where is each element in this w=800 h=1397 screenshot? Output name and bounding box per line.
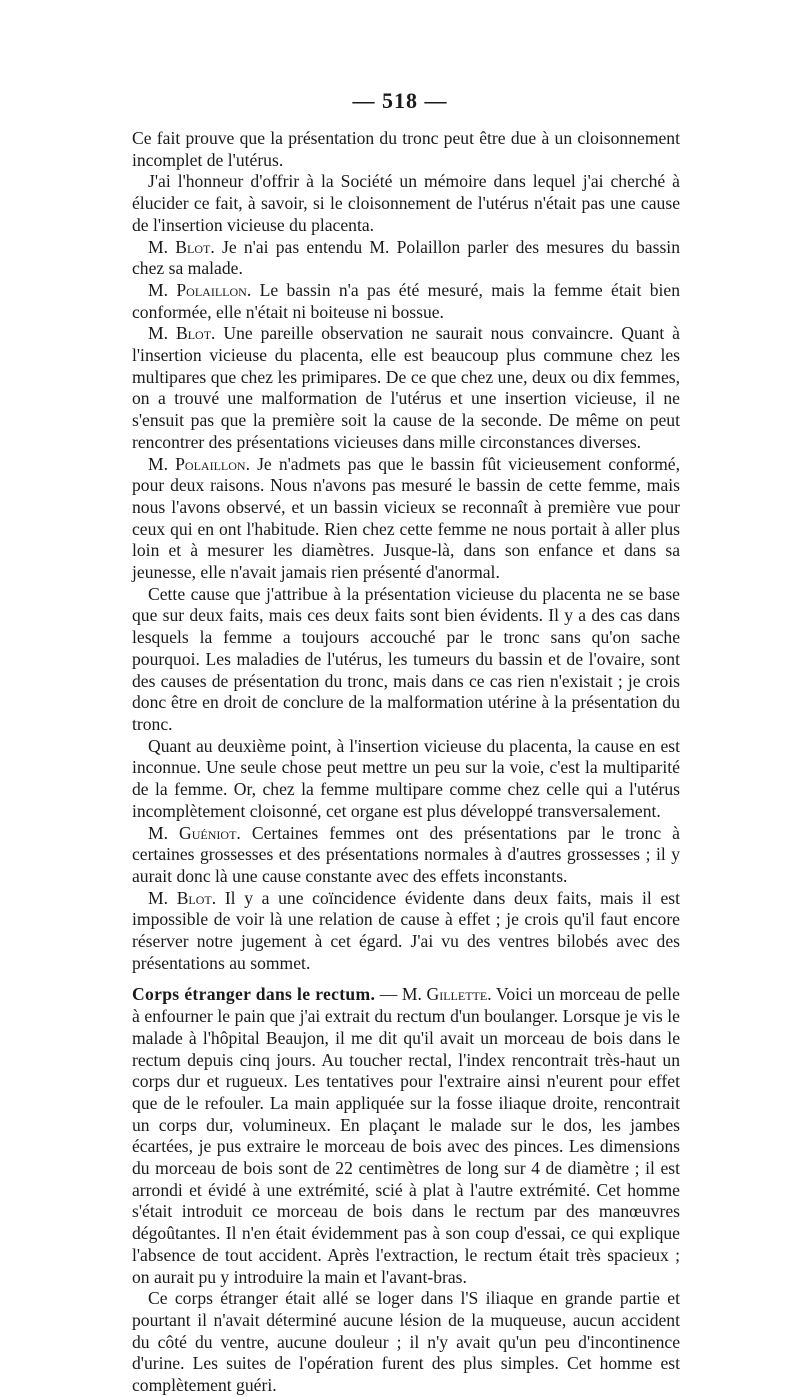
speech-text: Voici un morceau de pelle à enfourner le pain que j'ai extrait du rectum d'un boulanger. Lorsque je vis le malade à l'hôpital Beaujon, il me dit qu'il avait un morceau de bois dans le rectum depuis cinq jours. Au toucher rectal, l'index rencontrait très-haut un corps dur et rugueux. Les tentatives pour l'extraire ainsi n'eurent pour effet que de le refouler. La main appliquée sur la fosse iliaque droite, rencontrait un corps dur, volumineux. En plaçant le malade sur le dos, les jambes écartées, je pus extraire le morceau de bois avec des pinces. Les dimensions du morceau de bois sont de 22 centimètres de long sur 4 de diamètre ; il est arrondi et évidé à une extrémité, scié à plat à l'autre extrémité. Cet homme s'était introduit ce morceau de bois dans le rectum par des manœuvres dégoûtantes. Il n'en était évidemment pas à son coup d'essai, ce qui explique l'absence de tout accident. Après l'extraction, le rectum était très spacieux ; on aurait pu y introduire la main et l'avant-bras.: [132, 984, 680, 1287]
speech: [132, 888, 680, 975]
speaker-name: M. Blot.: [148, 887, 217, 908]
speech-text: Certaines femmes ont des présentations par le tronc à certaines grossesses et des présentations normales à d'autres grossesses ; il y aurait donc là une cause constante avec des effets inconstants.: [132, 822, 680, 886]
speaker-name: M. Polaillon.: [148, 453, 250, 474]
body-text: [132, 128, 680, 1397]
speech-text: Une pareille observation ne saurait nous convaincre. Quant à l'insertion vicieuse du placenta, elle est beaucoup plus commune chez les multipares que chez les primipares. De ce que chez une, deux ou dix femmes, on a trouvé une malformation de l'utérus et une insertion vicieuse, il ne s'ensuit pas que la première soit la cause de la seconde. De même on peut rencontrer des présentations vicieuses dans mille circonstances diverses.: [132, 323, 680, 452]
speaker-name: M. Blot.: [148, 323, 216, 344]
speech: [132, 454, 680, 584]
section-dash: —: [375, 984, 402, 1005]
speaker-name: M. Gillette.: [401, 984, 492, 1005]
speech-text: Je n'ai pas entendu M. Polaillon parler des mesures du bassin chez sa malade.: [132, 236, 680, 279]
paragraph: Quant au deuxième point, à l'insertion vicieuse du placenta, la cause en est inconnue. Une seule chose peut mettre un peu sur la voie, c'est la multiparité de la femme. Or, chez la femme multipare comme chez celle qui a l'utérus incomplètement cloisonné, cet organe est plus développé transversalement.: [132, 735, 680, 821]
speech: [132, 237, 680, 280]
speaker-name: M. Polaillon.: [148, 279, 252, 300]
section-gap: [132, 974, 680, 984]
speech-text: Le bassin n'a pas été mesuré, mais la femme était bien conformée, elle n'était ni boiteuse ni bossue.: [132, 279, 680, 322]
speech-text: Je n'admets pas que le bassin fût vicieusement conformé, pour deux raisons. Nous n'avons pas mesuré le bassin de cette femme, mais nous l'avons observé, et un bassin vicieux se reconnaît à première vue pour ceux qui en ont l'habitude. Rien chez cette femme ne nous portait à aller plus loin et à mesurer les diamètres. Jusque-là, dans son enfance et dans sa jeunesse, elle n'avait jamais rien présenté d'anormal.: [132, 453, 680, 583]
page-number: — 518 —: [352, 88, 448, 113]
speech: [132, 823, 680, 888]
paragraph: Ce corps étranger était allé se loger dans l'S iliaque en grande partie et pourtant il n'avait déterminé aucune lésion de la muqueuse, aucun accident du côté du ventre, aucune douleur ; il n'y avait qu'un peu d'incontinence d'urine. Les suites de l'opération furent des plus simples. Cet homme est complètement guéri.: [132, 1288, 680, 1396]
speech: [132, 280, 680, 323]
section-paragraph: [132, 984, 680, 1288]
paragraph: Ce fait prouve que la présentation du tronc peut être due à un cloisonnement incomplet de l'utérus.: [132, 128, 680, 170]
section-title: Corps étranger dans le rectum.: [132, 984, 376, 1005]
paragraph: Cette cause que j'attribue à la présentation vicieuse du placenta ne se base que sur deux faits, mais ces deux faits sont bien évidents. Il y a des cas dans lesquels la femme a toujours accouché par le tronc sans qu'on sache pourquoi. Les maladies de l'utérus, les tumeurs du bassin et de l'ovaire, sont des causes de présentation du tronc, mais dans ce cas rien n'existait ; je crois donc être en droit de conclure de la malformation utérine à la présentation du tronc.: [132, 583, 680, 734]
paragraph: J'ai l'honneur d'offrir à la Société un mémoire dans lequel j'ai cherché à élucider ce fait, à savoir, si le cloisonnement de l'utérus n'était pas une cause de l'insertion vicieuse du placenta.: [132, 171, 680, 235]
speech-text: Il y a une coïncidence évidente dans deux faits, mais il est impossible de voir là une relation de cause à effet ; je crois qu'il faut encore réserver notre jugement à cet égard. J'ai vu des ventres bilobés avec des présentations au sommet.: [132, 887, 680, 973]
speaker-name: M. Blot.: [148, 236, 215, 257]
speech: [132, 323, 680, 453]
speaker-name: M. Guéniot.: [148, 822, 241, 843]
